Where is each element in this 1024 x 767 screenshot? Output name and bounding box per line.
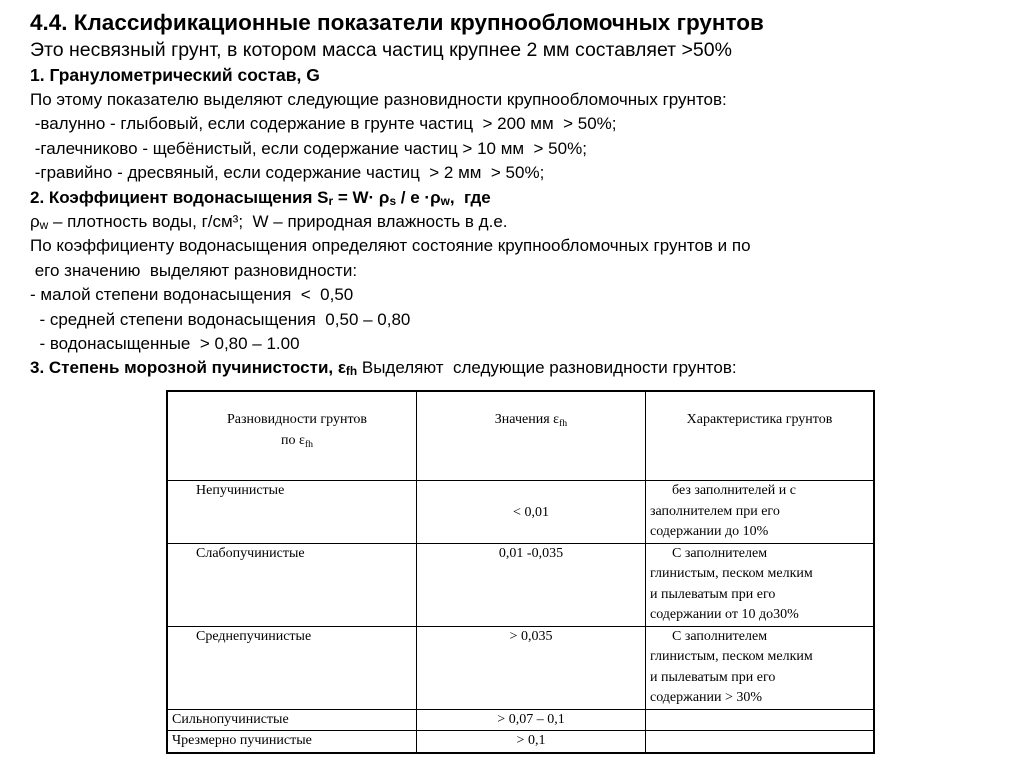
table-row — [167, 731, 874, 753]
table-row — [167, 481, 874, 544]
frost-heave-table — [166, 390, 875, 754]
section2-definition: $\rho_w$ – плотность воды, г/см³; W – природная влажность в д.е. — [30, 212, 508, 233]
slide — [30, 8, 1010, 381]
section2-item: - водонасыщенные > 0,80 – 1.00 — [30, 334, 300, 354]
soil-type-cell: Сильнопучинистые — [167, 709, 417, 731]
page-title: 4.4. Классификационные показатели крупнообломочных грунтов — [30, 10, 764, 35]
table-header-row — [167, 391, 874, 481]
section1-item: -валунно - глыбовый, если содержание в грунте частиц > 200 мм > 50%; — [30, 114, 617, 134]
value-cell: < 0,01 — [417, 481, 646, 544]
section2-heading: 2. Коэффициент водонасыщения $S_r = W\cdot \rho_s / e \cdot\rho_w$, где — [30, 187, 491, 208]
value-cell: > 0,07 – 0,1 — [417, 709, 646, 731]
description-cell: С заполнителем глинистым, песком мелким и пылеватым при его содержании от 10 до30% — [646, 543, 875, 626]
table-row — [167, 626, 874, 709]
section1-item: -галечниково - щебёнистый, если содержание частиц > 10 мм > 50%; — [30, 138, 587, 158]
soil-type-cell: Непучинистые — [167, 481, 417, 544]
table-row — [167, 543, 874, 626]
soil-type-cell: Среднепучинистые — [167, 626, 417, 709]
value-cell: > 0,035 — [417, 626, 646, 709]
header-cell: Разновидности грунтов по $\varepsilon_{fh}$ — [167, 391, 417, 481]
value-cell: 0,01 -0,035 — [417, 543, 646, 626]
section1-item: -гравийно - дресвяный, если содержание частиц > 2 мм > 50%; — [30, 163, 545, 183]
header-cell: Характеристика грунтов — [646, 391, 875, 481]
description-cell: С заполнителем глинистым, песком мелким и пылеватым при его содержании > 30% — [646, 626, 875, 709]
value-cell: > 0,1 — [417, 731, 646, 753]
description-cell: без заполнителей и с заполнителем при его содержании до 10% — [646, 481, 875, 544]
soil-type-cell: Чрезмерно пучинистые — [167, 731, 417, 753]
soil-type-cell: Слабопучинистые — [167, 543, 417, 626]
section2-text: его значению выделяют разновидности: — [30, 260, 358, 280]
description-cell — [646, 709, 875, 731]
section3-heading: 3. Степень морозной пучинистости, $\varepsilon_{fh}$ Выделяют следующие разновидности грунтов: — [30, 358, 737, 379]
section2-item: - средней степени водонасыщения 0,50 – 0,80 — [30, 309, 411, 329]
section2-text: По коэффициенту водонасыщения определяют состояние крупнообломочных грунтов и по — [30, 236, 751, 256]
header-cell: Значения $\varepsilon_{fh}$ — [417, 391, 646, 481]
section2-item: - малой степени водонасыщения < 0,50 — [30, 285, 354, 305]
table-row — [167, 709, 874, 731]
section1-intro: По этому показателю выделяют следующие разновидности крупнообломочных грунтов: — [30, 90, 727, 109]
section1-heading: 1. Гранулометрический состав, G — [30, 65, 320, 85]
subtitle: Это несвязный грунт, в котором масса частиц крупнее 2 мм составляет >50% — [30, 39, 732, 61]
description-cell — [646, 731, 875, 753]
